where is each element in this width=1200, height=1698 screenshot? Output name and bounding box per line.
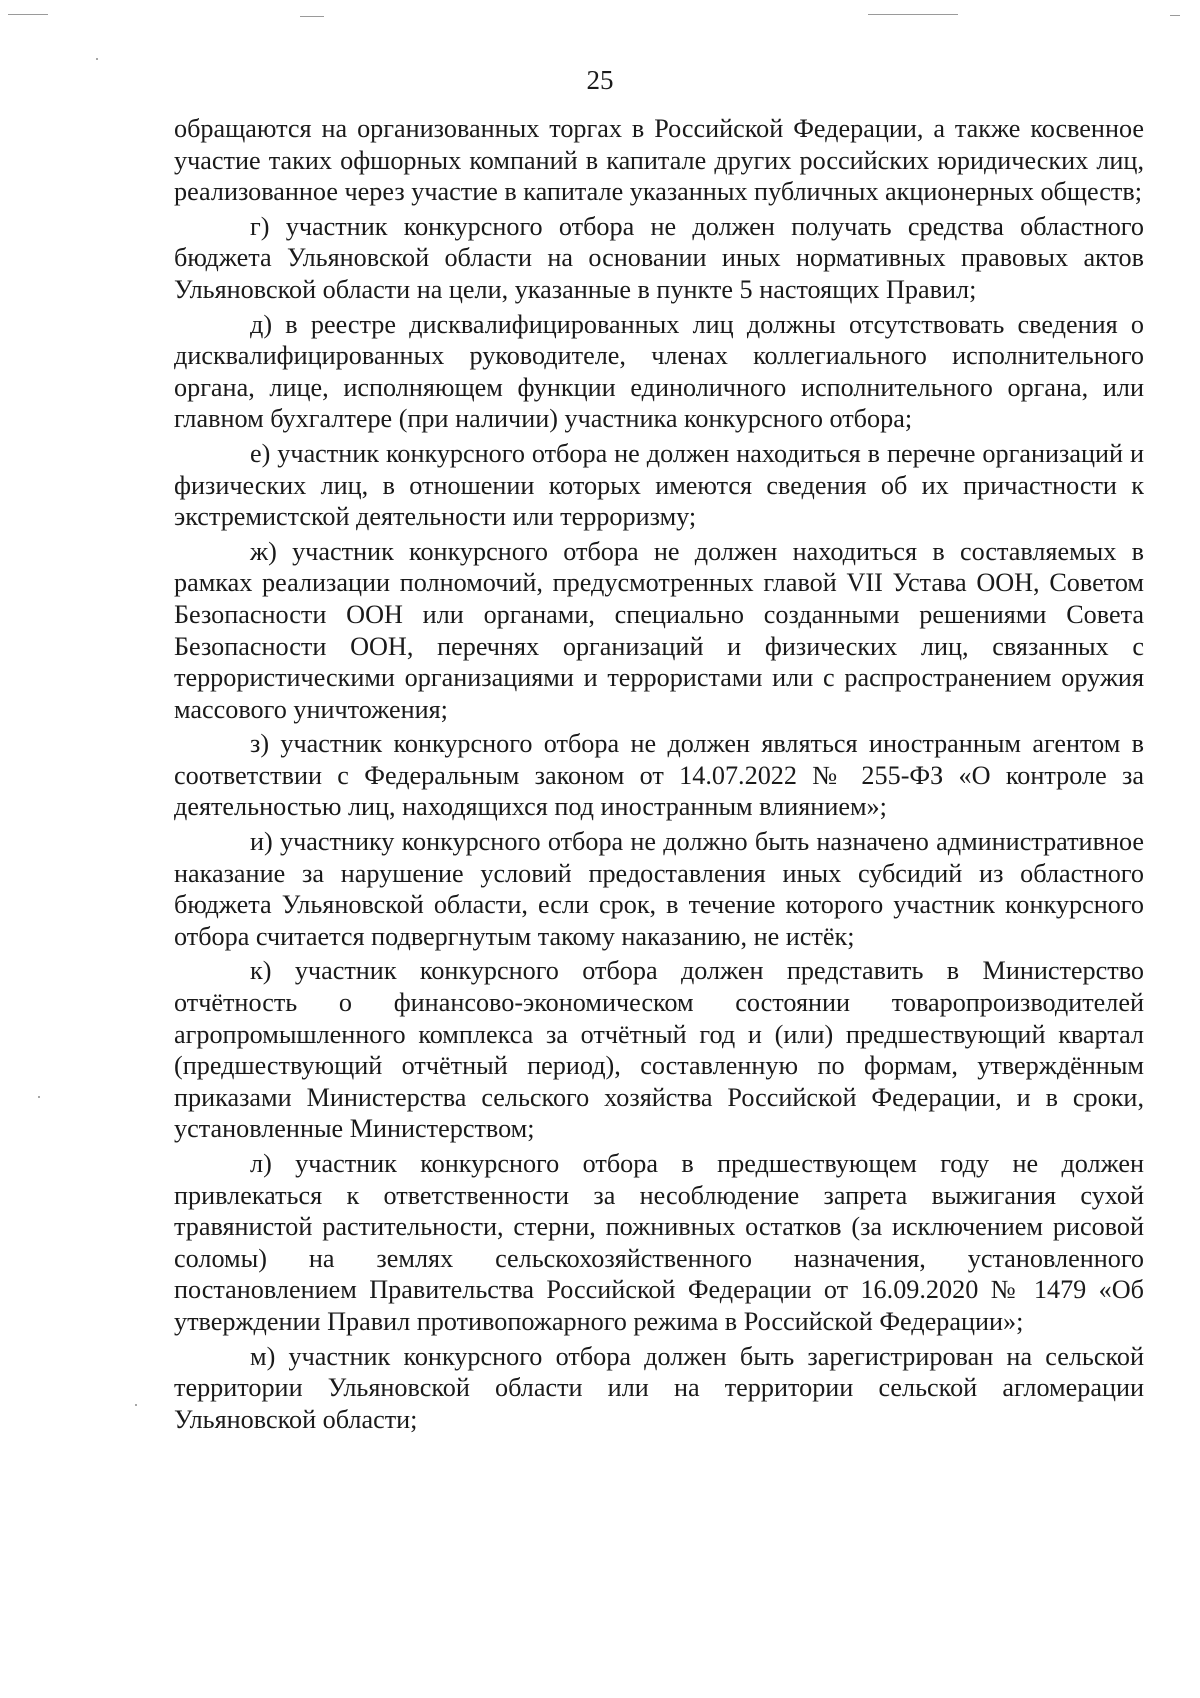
document-body	[174, 113, 1144, 1438]
paragraph-g: г) участник конкурсного отбора не должен получать средства областного бюджета Ульяновской области на основании иных нормативных правовых актов Ульяновской области на цели, указанные в пункте 5 настоящих Правил;	[174, 211, 1144, 304]
scan-artifact	[868, 14, 958, 15]
page-number: 25	[586, 65, 614, 95]
scan-speck	[135, 1404, 137, 1406]
paragraph-zh: ж) участник конкурсного отбора не должен находиться в составляемых в рамках реализации полномочий, предусмотренных главой VII Устава ООН, Советом Безопасности ООН или органами, специально созданными решениями Совета Безопасности ООН, перечнях организаций и физических лиц, связанных с террористическими организациями и террористами или с распространением оружия массового уничтожения;	[174, 536, 1144, 724]
paragraph-z: з) участник конкурсного отбора не должен являться иностранным агентом в соответствии с Федеральным законом от 14.07.2022 № 255-ФЗ «О контроле за деятельностью лиц, находящихся под иностранным влиянием»;	[174, 729, 1144, 822]
paragraph-m: м) участник конкурсного отбора должен быть зарегистрирован на сельской территории Ульяновской области или на территории сельской агломерации Ульяновской области;	[174, 1341, 1144, 1434]
paragraph-l: л) участник конкурсного отбора в предшествующем году не должен привлекаться к ответственности за несоблюдение запрета выжигания сухой травянистой растительности, стерни, пожнивных остатков (за исключением рисовой соломы) на землях сельскохозяйственного назначения, установленного постановлением Правительства Российской Федерации от 16.09.2020 № 1479 «Об утверждении Правил противопожарного режима в Российской Федерации»;	[174, 1149, 1144, 1336]
paragraph-continuation: обращаются на организованных торгах в Российской Федерации, а также косвенное участие таких офшорных компаний в капитале других российских юридических лиц, реализованное через участие в капитале указанных публичных акционерных обществ;	[174, 114, 1144, 207]
scan-artifact	[8, 14, 48, 15]
paragraph-k: к) участник конкурсного отбора должен представить в Министерство отчётность о финансово-экономическом состоянии товаропроизводителей агропромышленного комплекса за отчётный год и (или) предшествующий квартал (предшествующий отчётный период), составленную по формам, утверждённым приказами Министерства сельского хозяйства Российской Федерации, и в сроки, установленные Министерством;	[174, 956, 1144, 1144]
scan-artifact	[300, 16, 324, 17]
paragraph-d: д) в реестре дисквалифицированных лиц должны отсутствовать сведения о дисквалифицированных руководителе, членах коллегиального исполнительного органа, лице, исполняющем функции единоличного исполнительного органа, или главном бухгалтере (при наличии) участника конкурсного отбора;	[174, 309, 1144, 434]
paragraph-i: и) участнику конкурсного отбора не должно быть назначено административное наказание за нарушение условий предоставления иных субсидий из областного бюджета Ульяновской области, если срок, в течение которого участник конкурсного отбора считается подвергнутым такому наказанию, не истёк;	[174, 827, 1144, 951]
scan-artifact	[1170, 15, 1180, 16]
paragraph-e: е) участник конкурсного отбора не должен находиться в перечне организаций и физических лиц, в отношении которых имеются сведения об их причастности к экстремистской деятельности или терроризму;	[174, 438, 1144, 532]
scan-speck	[38, 1096, 40, 1098]
scan-speck	[96, 58, 98, 60]
